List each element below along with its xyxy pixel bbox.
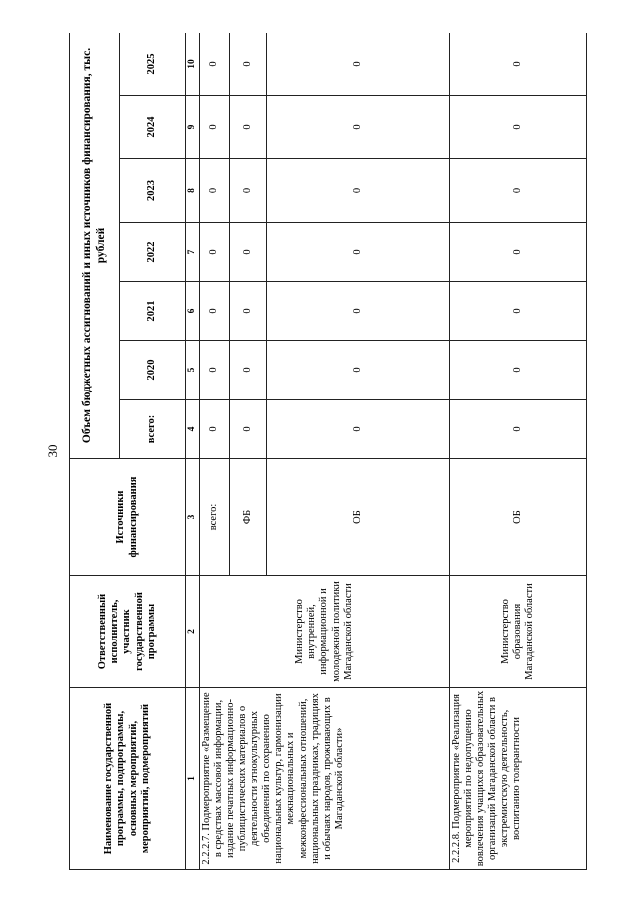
column-number: 2 [186,576,200,688]
header-year: 2021 [120,282,186,341]
value-cell: 0 [267,159,450,223]
column-number: 1 [186,688,200,870]
value-cell: 0 [267,400,450,459]
header-year: 2023 [120,159,186,223]
value-cell: 0 [200,96,230,159]
value-cell: 0 [450,400,587,459]
column-number: 6 [186,282,200,341]
column-number: 7 [186,223,200,282]
value-cell: 0 [200,400,230,459]
value-cell: 0 [450,341,587,400]
funding-source: всего: [200,459,230,576]
value-cell: 0 [230,341,267,400]
value-cell: 0 [230,282,267,341]
header-total: всего: [120,400,186,459]
value-cell: 0 [267,341,450,400]
responsible-executor: Министерство образования Магаданской области [450,576,587,688]
responsible-executor: Министерство внутренней, информационной и молодежной политики Магаданской области [200,576,450,688]
header-volume: Объем бюджетных ассигнований и иных источников финансирования, тыс. рублей [70,33,120,459]
value-cell: 0 [230,159,267,223]
value-cell: 0 [450,96,587,159]
value-cell: 0 [450,159,587,223]
value-cell: 0 [200,341,230,400]
value-cell: 0 [267,96,450,159]
header-year: 2022 [120,223,186,282]
measure-name: 2.2.2.7. Подмероприятие «Размещение в средствах массовой информации, издание печатных информационно-публицистических материалов о деятельности этнокультурных объединений по сохранению национальных культур, гармонизации межнациональных и межконфессиональных отношений, национальных праздниках, традициях и обычаях народов, проживающих в Магаданской области» [200,688,450,870]
value-cell: 0 [230,33,267,96]
value-cell: 0 [200,159,230,223]
page-number: 30 [45,444,60,458]
column-number: 3 [186,459,200,576]
measure-name: 2.2.2.8. Подмероприятие «Реализация мероприятий по недопущению вовлечения учащихся образовательных организаций Магаданской области в экстремистскую деятельность, воспитанию толерантности [450,688,587,870]
funding-source: ОБ [450,459,587,576]
header-sources: Источники финансирования [70,459,186,576]
header-year: 2020 [120,341,186,400]
value-cell: 0 [230,96,267,159]
rotated-table-container [69,33,634,870]
column-number: 9 [186,96,200,159]
value-cell: 0 [200,282,230,341]
header-name: Наименование государственной программы, подпрограммы, основных мероприятий, мероприятий, подмероприятий [70,688,186,870]
value-cell: 0 [200,223,230,282]
column-number: 4 [186,400,200,459]
value-cell: 0 [267,282,450,341]
column-number: 5 [186,341,200,400]
value-cell: 0 [450,33,587,96]
funding-source: ОБ [267,459,450,576]
value-cell: 0 [450,223,587,282]
value-cell: 0 [200,33,230,96]
value-cell: 0 [230,223,267,282]
header-executor: Ответственный исполнитель, участник государственной программы [70,576,186,688]
value-cell: 0 [267,33,450,96]
financing-table [69,33,587,870]
header-year: 2025 [120,33,186,96]
column-number: 10 [186,33,200,96]
column-number: 8 [186,159,200,223]
header-year: 2024 [120,96,186,159]
value-cell: 0 [267,223,450,282]
value-cell: 0 [230,400,267,459]
funding-source: ФБ [230,459,267,576]
value-cell: 0 [450,282,587,341]
